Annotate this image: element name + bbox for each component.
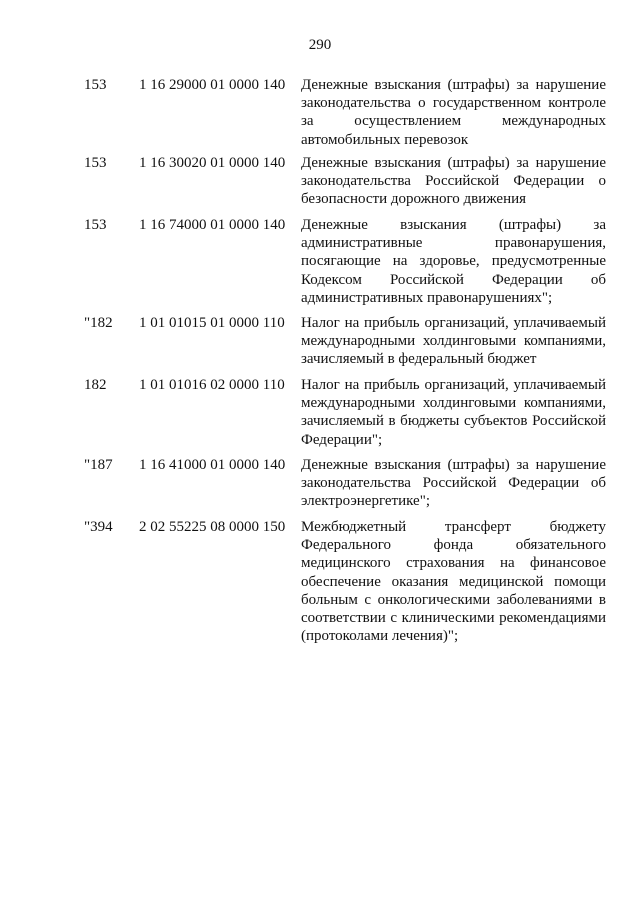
- revenue-description: Денежные взыскания (штрафы) за нарушение законодательства Российской Федерации об электроэнергетике";: [301, 457, 606, 510]
- revenue-description: Денежные взыскания (штрафы) за нарушение законодательства о государственном контроле за осуществлением международных автомобильных перевозок: [301, 77, 606, 148]
- revenue-description: Денежные взыскания (штрафы) за административные правонарушения, посягающие на здоровье, предусмотренные Кодексом Российской Федерации об административных правонарушениях";: [301, 217, 606, 306]
- admin-code: "187: [84, 457, 113, 473]
- admin-code: 153: [84, 155, 107, 171]
- revenue-code: 1 01 01016 02 0000 110: [139, 377, 285, 393]
- admin-code: 182: [84, 377, 107, 393]
- admin-code: 153: [84, 77, 107, 93]
- admin-code: "394: [84, 519, 113, 535]
- revenue-code: 2 02 55225 08 0000 150: [139, 519, 286, 535]
- revenue-description: Налог на прибыль организаций, уплачиваемый международными холдинговыми компаниями, зачисляемый в федеральный бюджет: [301, 315, 606, 368]
- revenue-code: 1 01 01015 01 0000 110: [139, 315, 285, 331]
- revenue-description: Межбюджетный трансферт бюджету Федерального фонда обязательного медицинского страхования на финансовое обеспечение оказания медицинской помощи больным с онкологическими заболеваниями в соответствии с клиническими рекомендациями (протоколами лечения)";: [301, 519, 606, 645]
- revenue-description: Налог на прибыль организаций, уплачиваемый международными холдинговыми компаниями, зачисляемый в бюджеты субъектов Российской Федерации";: [301, 377, 606, 448]
- admin-code: 153: [84, 217, 107, 233]
- revenue-description: Денежные взыскания (штрафы) за нарушение законодательства Российской Федерации о безопасности дорожного движения: [301, 155, 606, 208]
- revenue-code: 1 16 74000 01 0000 140: [139, 217, 286, 233]
- revenue-code: 1 16 30020 01 0000 140: [139, 155, 286, 171]
- page-number: 290: [308, 37, 332, 53]
- admin-code: "182: [84, 315, 113, 331]
- revenue-code: 1 16 41000 01 0000 140: [139, 457, 286, 473]
- revenue-code: 1 16 29000 01 0000 140: [139, 77, 286, 93]
